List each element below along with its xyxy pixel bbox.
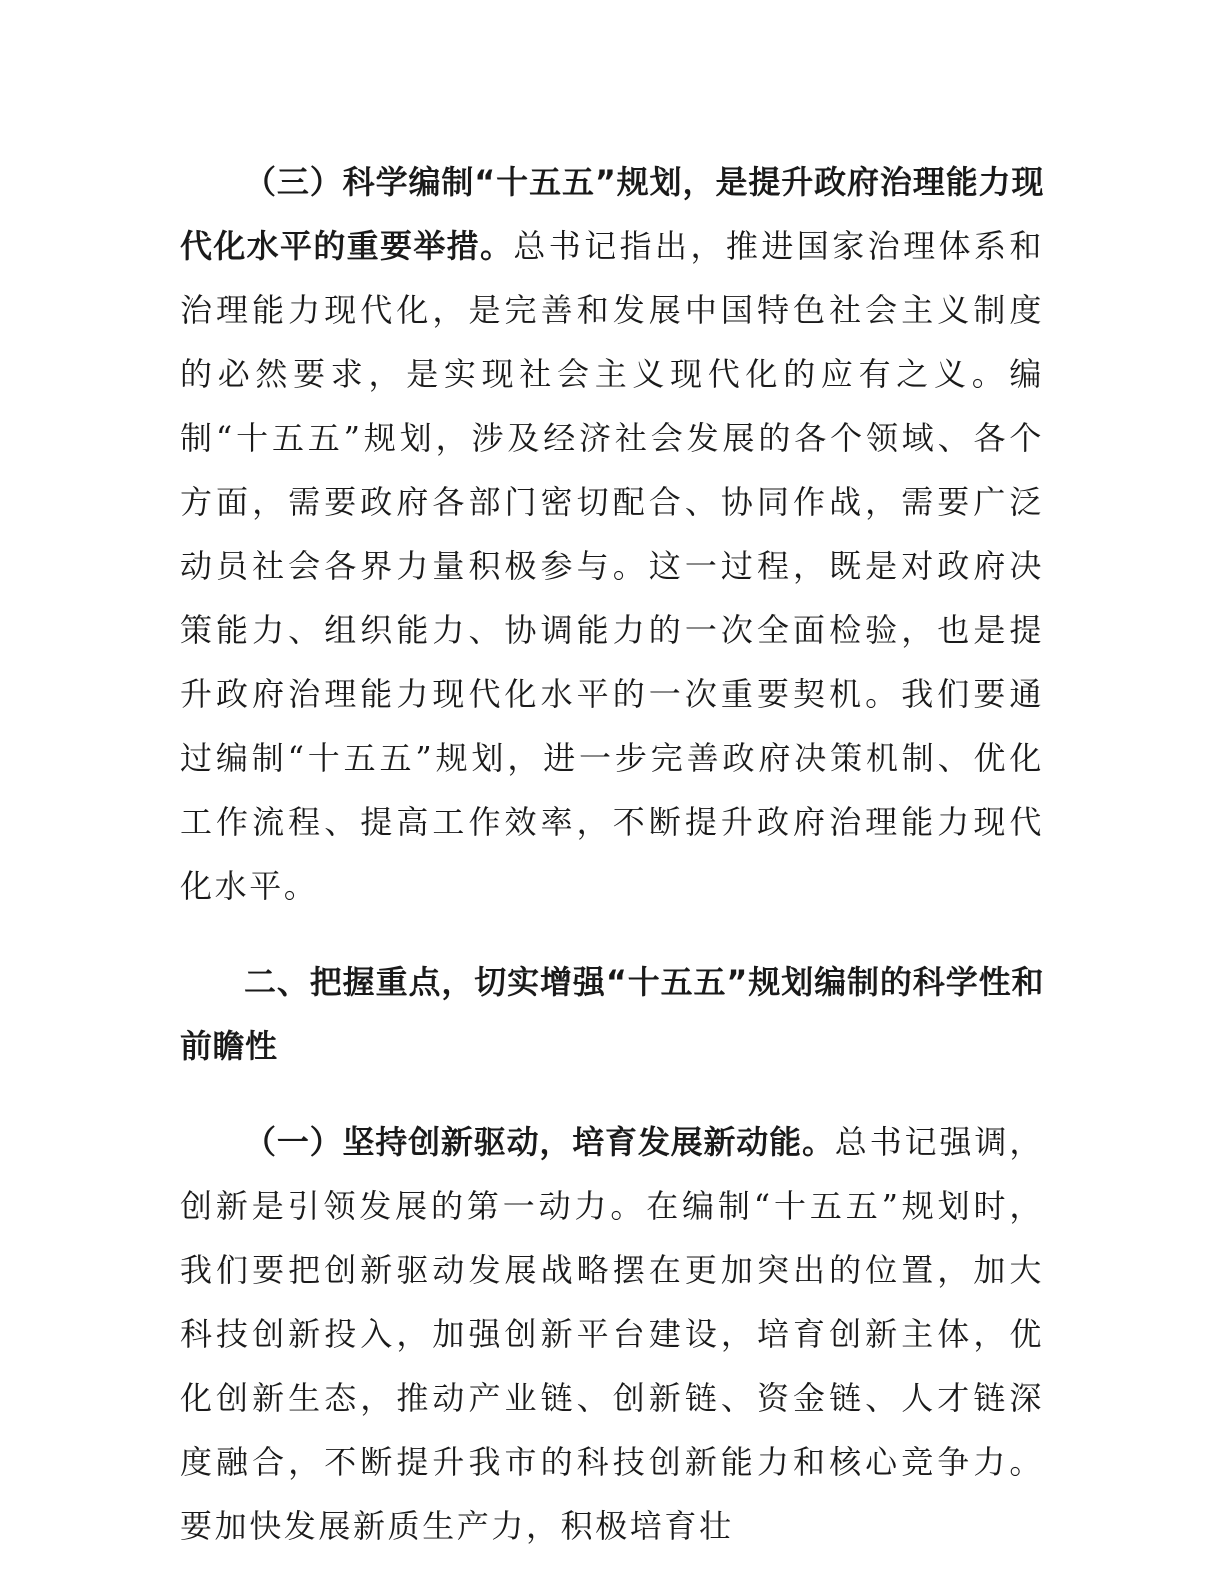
paragraph-lead: （三）科学编制“十五五”规划，是提升政府治理能力现代化水平的重要举措。 (180, 163, 1044, 265)
document-page (180, 150, 1044, 1558)
paragraph-section-3 (180, 150, 1044, 918)
paragraph-body: 总书记强调，创新是引领发展的第一动力。在编制“十五五”规划时，我们要把创新驱动发展战略摆在更加突出的位置，加大科技创新投入，加强创新平台建设，培育创新主体，优化创新生态，推动产业链、创新链、资金链、人才链深度融合，不断提升我市的科技创新能力和核心竞争力。要加快发展新质生产力，积极培育壮 (180, 1123, 1044, 1545)
section-heading: 二、把握重点，切实增强“十五五”规划编制的科学性和前瞻性 (180, 963, 1044, 1065)
paragraph-lead: （一）坚持创新驱动，培育发展新动能。 (244, 1123, 835, 1161)
paragraph-subsection-1 (180, 1110, 1044, 1558)
paragraph-body: 总书记指出，推进国家治理体系和治理能力现代化，是完善和发展中国特色社会主义制度的必然要求，是实现社会主义现代化的应有之义。编制“十五五”规划，涉及经济社会发展的各个领域、各个方面，需要政府各部门密切配合、协同作战，需要广泛动员社会各界力量积极参与。这一过程，既是对政府决策能力、组织能力、协调能力的一次全面检验，也是提升政府治理能力现代化水平的一次重要契机。我们要通过编制“十五五”规划，进一步完善政府决策机制、优化工作流程、提高工作效率，不断提升政府治理能力现代化水平。 (180, 227, 1044, 905)
